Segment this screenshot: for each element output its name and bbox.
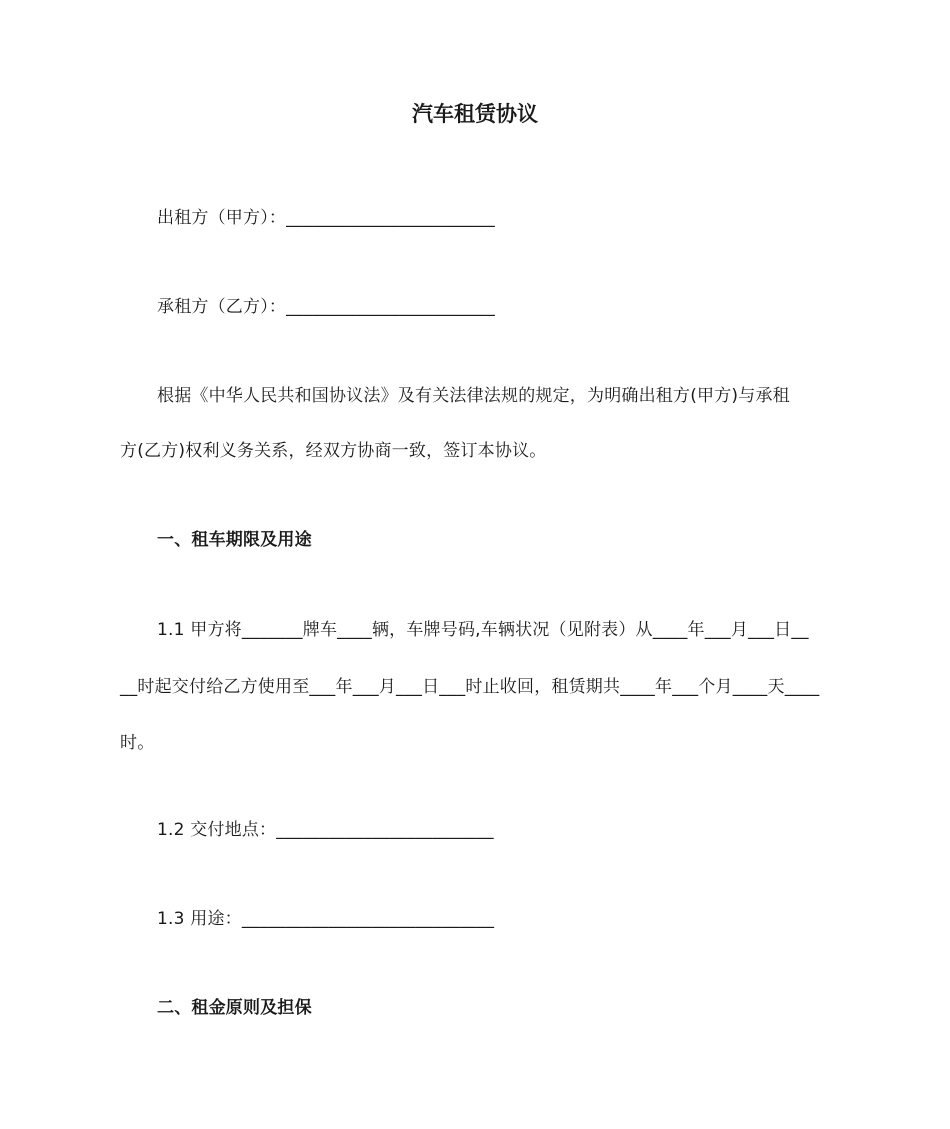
lessor-line: 出租方（甲方）：________________________ [157, 208, 495, 228]
lessee-line: 承租方（乙方）：________________________ [157, 297, 495, 317]
section-1-heading: 一、租车期限及用途 [157, 530, 312, 550]
preamble-line-2: 方(乙方)权利义务关系，经双方协商一致，签订本协议。 [120, 441, 547, 461]
preamble-line-1: 根据《中华人民共和国协议法》及有关法律法规的规定，为明确出租方(甲方)与承租 [157, 386, 790, 406]
clause-1-1-line-2: __时起交付给乙方使用至___年___月___日___时止收回，租赁期共____年___个月____天____ [120, 677, 820, 697]
document-title: 汽车租赁协议 [412, 102, 538, 126]
clause-1-2: 1.2 交付地点：_________________________ [157, 820, 494, 840]
clause-1-1-line-3: 时。 [120, 733, 155, 753]
section-2-heading: 二、租金原则及担保 [157, 998, 312, 1018]
clause-1-1-line-1: 1.1 甲方将_______牌车____辆，车牌号码,车辆状况（见附表）从____年___月___日__ [157, 620, 809, 640]
clause-1-3: 1.3 用途：_____________________________ [157, 909, 495, 929]
